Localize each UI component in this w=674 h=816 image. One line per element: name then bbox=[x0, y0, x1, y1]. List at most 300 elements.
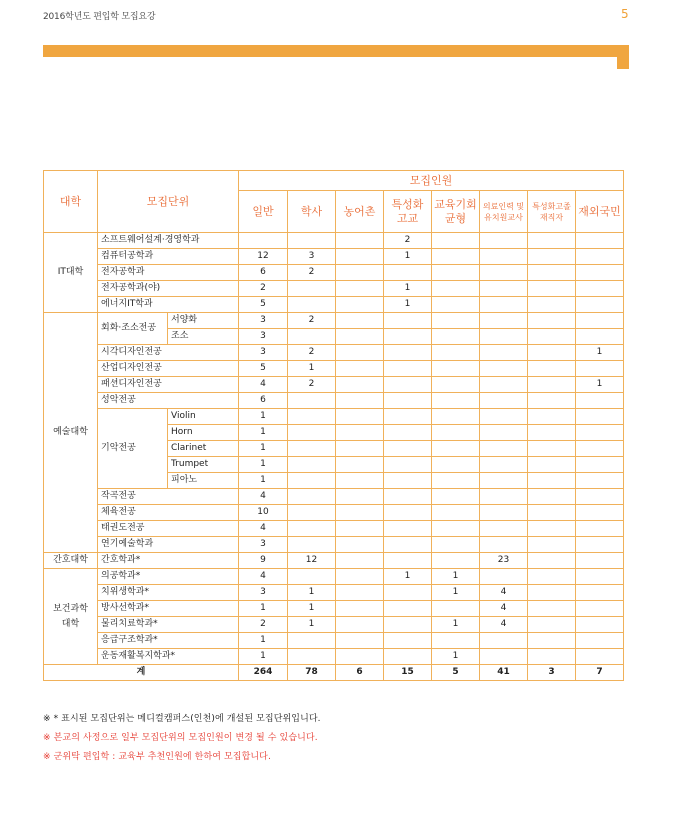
table-row bbox=[44, 377, 624, 393]
quota-cell bbox=[432, 361, 480, 377]
quota-cell bbox=[288, 329, 336, 345]
quota-cell bbox=[432, 345, 480, 361]
quota-cell bbox=[384, 265, 432, 281]
quota-cell: 1 bbox=[384, 281, 432, 297]
quota-cell bbox=[384, 617, 432, 633]
quota-cell bbox=[528, 633, 576, 649]
unit-cell: 방사선학과* bbox=[98, 601, 239, 617]
quota-cell: 1 bbox=[288, 361, 336, 377]
table-row bbox=[44, 617, 624, 633]
quota-cell bbox=[432, 441, 480, 457]
quota-cell: 1 bbox=[239, 457, 288, 473]
quota-cell bbox=[384, 409, 432, 425]
quota-cell: 3 bbox=[239, 345, 288, 361]
quota-cell bbox=[480, 297, 528, 313]
quota-cell bbox=[576, 649, 624, 665]
quota-cell bbox=[576, 409, 624, 425]
quota-cell bbox=[432, 537, 480, 553]
college-cell: 예술대학 bbox=[44, 313, 98, 553]
quota-cell bbox=[576, 249, 624, 265]
quota-cell bbox=[384, 329, 432, 345]
quota-cell bbox=[336, 329, 384, 345]
table-row bbox=[44, 361, 624, 377]
quota-cell bbox=[336, 649, 384, 665]
quota-cell bbox=[576, 361, 624, 377]
unit-cell: 패션디자인전공 bbox=[98, 377, 239, 393]
quota-cell: 4 bbox=[239, 569, 288, 585]
notes bbox=[43, 710, 321, 767]
quota-cell: 2 bbox=[239, 281, 288, 297]
unit-cell: 서양화 bbox=[168, 313, 239, 329]
quota-cell bbox=[336, 633, 384, 649]
quota-cell bbox=[336, 521, 384, 537]
quota-cell bbox=[576, 265, 624, 281]
page-number: 5 bbox=[621, 7, 629, 21]
header-col-1: 학사 bbox=[288, 191, 336, 233]
unit-cell: 체육전공 bbox=[98, 505, 239, 521]
quota-cell bbox=[480, 233, 528, 249]
quota-cell: 1 bbox=[432, 569, 480, 585]
quota-cell bbox=[432, 473, 480, 489]
total-cell: 3 bbox=[528, 665, 576, 681]
quota-cell bbox=[432, 313, 480, 329]
quota-cell bbox=[576, 281, 624, 297]
quota-cell bbox=[336, 585, 384, 601]
quota-cell bbox=[336, 393, 384, 409]
total-cell: 78 bbox=[288, 665, 336, 681]
quota-cell: 1 bbox=[239, 633, 288, 649]
quota-cell: 1 bbox=[576, 377, 624, 393]
table-row bbox=[44, 233, 624, 249]
unit-cell: 전자공학과(야) bbox=[98, 281, 239, 297]
quota-cell: 4 bbox=[480, 601, 528, 617]
college-cell: 간호대학 bbox=[44, 553, 98, 569]
quota-cell bbox=[576, 233, 624, 249]
unit-cell: 운동재활복지학과* bbox=[98, 649, 239, 665]
quota-cell bbox=[336, 265, 384, 281]
quota-cell bbox=[528, 249, 576, 265]
quota-cell bbox=[432, 425, 480, 441]
unit-cell: Clarinet bbox=[168, 441, 239, 457]
quota-cell bbox=[336, 505, 384, 521]
quota-cell bbox=[480, 265, 528, 281]
header-accent-tab bbox=[617, 57, 629, 69]
quota-cell: 5 bbox=[239, 361, 288, 377]
quota-cell: 4 bbox=[239, 377, 288, 393]
quota-cell bbox=[528, 489, 576, 505]
quota-cell bbox=[288, 489, 336, 505]
quota-cell bbox=[336, 297, 384, 313]
quota-cell bbox=[528, 281, 576, 297]
quota-cell bbox=[384, 633, 432, 649]
quota-cell bbox=[480, 633, 528, 649]
quota-cell: 1 bbox=[576, 345, 624, 361]
quota-cell: 2 bbox=[384, 233, 432, 249]
quota-cell bbox=[576, 313, 624, 329]
quota-cell bbox=[480, 281, 528, 297]
quota-cell bbox=[384, 345, 432, 361]
quota-cell: 2 bbox=[288, 377, 336, 393]
quota-cell bbox=[384, 537, 432, 553]
quota-cell bbox=[480, 473, 528, 489]
quota-cell bbox=[576, 457, 624, 473]
unit-cell: 에너지IT학과 bbox=[98, 297, 239, 313]
quota-cell bbox=[432, 393, 480, 409]
quota-cell bbox=[480, 345, 528, 361]
total-cell: 6 bbox=[336, 665, 384, 681]
unit-cell: 시각디자인전공 bbox=[98, 345, 239, 361]
quota-cell: 5 bbox=[239, 297, 288, 313]
table-row bbox=[44, 393, 624, 409]
quota-cell bbox=[336, 361, 384, 377]
quota-cell bbox=[336, 537, 384, 553]
quota-cell bbox=[432, 457, 480, 473]
table-row bbox=[44, 409, 624, 425]
header-col-7: 재외국민 bbox=[576, 191, 624, 233]
quota-cell: 1 bbox=[239, 441, 288, 457]
quota-cell bbox=[336, 313, 384, 329]
quota-cell bbox=[384, 521, 432, 537]
quota-cell bbox=[336, 553, 384, 569]
quota-cell: 3 bbox=[239, 329, 288, 345]
quota-cell: 1 bbox=[384, 297, 432, 313]
table-row bbox=[44, 265, 624, 281]
quota-cell bbox=[288, 409, 336, 425]
unit-cell: Trumpet bbox=[168, 457, 239, 473]
quota-cell bbox=[336, 569, 384, 585]
quota-cell bbox=[528, 441, 576, 457]
quota-cell: 1 bbox=[288, 617, 336, 633]
table-row bbox=[44, 553, 624, 569]
unit-cell: 컴퓨터공학과 bbox=[98, 249, 239, 265]
quota-cell bbox=[576, 617, 624, 633]
quota-cell bbox=[432, 489, 480, 505]
quota-cell bbox=[432, 281, 480, 297]
quota-cell bbox=[480, 425, 528, 441]
header-unit: 모집단위 bbox=[98, 171, 239, 233]
quota-cell bbox=[384, 393, 432, 409]
quota-cell bbox=[576, 297, 624, 313]
unit-cell: 응급구조학과* bbox=[98, 633, 239, 649]
table-row bbox=[44, 313, 624, 329]
total-cell: 7 bbox=[576, 665, 624, 681]
quota-cell bbox=[336, 617, 384, 633]
quota-cell bbox=[288, 633, 336, 649]
quota-cell bbox=[480, 361, 528, 377]
quota-cell: 1 bbox=[384, 569, 432, 585]
quota-cell: 6 bbox=[239, 265, 288, 281]
quota-cell: 1 bbox=[239, 601, 288, 617]
quota-cell bbox=[288, 425, 336, 441]
quota-cell bbox=[528, 473, 576, 489]
quota-cell bbox=[528, 377, 576, 393]
header-quota: 모집인원 bbox=[239, 171, 624, 191]
table-row bbox=[44, 649, 624, 665]
quota-cell: 2 bbox=[288, 345, 336, 361]
total-label: 계 bbox=[44, 665, 239, 681]
quota-cell bbox=[336, 233, 384, 249]
quota-cell: 2 bbox=[239, 617, 288, 633]
unit-group-cell: 회화·조소전공 bbox=[98, 313, 168, 345]
quota-cell: 1 bbox=[432, 585, 480, 601]
total-cell: 264 bbox=[239, 665, 288, 681]
quota-cell bbox=[384, 505, 432, 521]
unit-cell: 치위생학과* bbox=[98, 585, 239, 601]
quota-cell bbox=[336, 441, 384, 457]
quota-cell bbox=[432, 297, 480, 313]
quota-cell bbox=[288, 649, 336, 665]
quota-cell bbox=[528, 313, 576, 329]
quota-cell bbox=[576, 633, 624, 649]
quota-cell bbox=[576, 585, 624, 601]
quota-cell: 6 bbox=[239, 393, 288, 409]
header-college: 대학 bbox=[44, 171, 98, 233]
unit-cell: 조소 bbox=[168, 329, 239, 345]
quota-cell: 3 bbox=[288, 249, 336, 265]
quota-cell bbox=[384, 377, 432, 393]
quota-cell bbox=[576, 505, 624, 521]
quota-cell: 1 bbox=[288, 601, 336, 617]
quota-cell bbox=[432, 601, 480, 617]
quota-cell bbox=[576, 425, 624, 441]
unit-cell: 산업디자인전공 bbox=[98, 361, 239, 377]
table-row bbox=[44, 249, 624, 265]
quota-cell bbox=[528, 457, 576, 473]
quota-cell: 12 bbox=[239, 249, 288, 265]
table-row bbox=[44, 521, 624, 537]
quota-cell bbox=[528, 521, 576, 537]
quota-cell bbox=[384, 489, 432, 505]
quota-cell bbox=[576, 489, 624, 505]
quota-cell bbox=[528, 297, 576, 313]
quota-cell bbox=[239, 233, 288, 249]
header-col-0: 일반 bbox=[239, 191, 288, 233]
quota-cell bbox=[288, 441, 336, 457]
quota-cell bbox=[576, 473, 624, 489]
header-col-5: 의료인력 및 유치원교사 bbox=[480, 191, 528, 233]
quota-cell bbox=[528, 537, 576, 553]
unit-group-cell: 기악전공 bbox=[98, 409, 168, 489]
quota-cell bbox=[336, 409, 384, 425]
quota-cell bbox=[432, 329, 480, 345]
quota-cell bbox=[288, 457, 336, 473]
note-military: ※ 군위탁 편입학 : 교육부 추천인원에 한하여 모집합니다. bbox=[43, 752, 271, 762]
quota-cell bbox=[288, 473, 336, 489]
quota-cell bbox=[288, 505, 336, 521]
quota-cell: 4 bbox=[480, 617, 528, 633]
quota-cell: 1 bbox=[239, 649, 288, 665]
quota-cell bbox=[576, 521, 624, 537]
quota-cell bbox=[288, 297, 336, 313]
quota-cell bbox=[384, 649, 432, 665]
header-col-4: 교육기회 균형 bbox=[432, 191, 480, 233]
quota-cell bbox=[336, 601, 384, 617]
quota-cell bbox=[528, 553, 576, 569]
quota-cell: 4 bbox=[239, 521, 288, 537]
table-row bbox=[44, 281, 624, 297]
unit-cell: 피아노 bbox=[168, 473, 239, 489]
quota-cell bbox=[480, 649, 528, 665]
note-medical-campus: ※ * 표시된 모집단위는 메디컬캠퍼스(인천)에 개설된 모집단위입니다. bbox=[43, 714, 321, 724]
quota-cell bbox=[384, 425, 432, 441]
quota-cell bbox=[576, 569, 624, 585]
quota-cell bbox=[480, 393, 528, 409]
quota-cell: 12 bbox=[288, 553, 336, 569]
table-row bbox=[44, 585, 624, 601]
table-row bbox=[44, 537, 624, 553]
quota-cell bbox=[576, 553, 624, 569]
total-row bbox=[44, 665, 624, 681]
unit-cell: Violin bbox=[168, 409, 239, 425]
quota-cell bbox=[432, 249, 480, 265]
quota-cell bbox=[528, 505, 576, 521]
quota-cell bbox=[480, 457, 528, 473]
quota-cell: 1 bbox=[239, 409, 288, 425]
quota-cell bbox=[480, 489, 528, 505]
quota-cell bbox=[432, 633, 480, 649]
table-row bbox=[44, 569, 624, 585]
table-row bbox=[44, 601, 624, 617]
quota-cell bbox=[528, 361, 576, 377]
total-cell: 15 bbox=[384, 665, 432, 681]
unit-cell: 간호학과* bbox=[98, 553, 239, 569]
quota-cell bbox=[480, 329, 528, 345]
quota-cell bbox=[384, 585, 432, 601]
quota-cell bbox=[336, 345, 384, 361]
quota-cell bbox=[576, 537, 624, 553]
quota-cell bbox=[288, 281, 336, 297]
quota-cell: 10 bbox=[239, 505, 288, 521]
quota-cell bbox=[336, 489, 384, 505]
table-row bbox=[44, 633, 624, 649]
quota-cell: 1 bbox=[432, 617, 480, 633]
quota-cell bbox=[384, 361, 432, 377]
quota-cell bbox=[528, 569, 576, 585]
quota-cell bbox=[432, 409, 480, 425]
quota-cell bbox=[288, 537, 336, 553]
header-col-2: 농어촌 bbox=[336, 191, 384, 233]
quota-cell bbox=[480, 409, 528, 425]
unit-cell: Horn bbox=[168, 425, 239, 441]
unit-cell: 태권도전공 bbox=[98, 521, 239, 537]
unit-cell: 의공학과* bbox=[98, 569, 239, 585]
quota-cell: 1 bbox=[239, 425, 288, 441]
quota-cell: 2 bbox=[288, 313, 336, 329]
quota-cell bbox=[384, 457, 432, 473]
quota-cell bbox=[384, 473, 432, 489]
quota-cell bbox=[528, 329, 576, 345]
quota-cell bbox=[480, 569, 528, 585]
quota-cell bbox=[384, 313, 432, 329]
quota-cell bbox=[480, 521, 528, 537]
quota-cell bbox=[528, 601, 576, 617]
quota-cell bbox=[384, 441, 432, 457]
quota-cell bbox=[432, 233, 480, 249]
quota-cell bbox=[432, 265, 480, 281]
quota-cell bbox=[480, 313, 528, 329]
quota-cell bbox=[432, 505, 480, 521]
quota-cell bbox=[480, 505, 528, 521]
quota-cell bbox=[288, 233, 336, 249]
unit-cell: 성악전공 bbox=[98, 393, 239, 409]
table-row bbox=[44, 345, 624, 361]
college-cell: 보건과학 대학 bbox=[44, 569, 98, 665]
unit-cell: 소프트웨어설계·경영학과 bbox=[98, 233, 239, 249]
quota-cell bbox=[528, 617, 576, 633]
quota-cell bbox=[480, 377, 528, 393]
unit-cell: 물리치료학과* bbox=[98, 617, 239, 633]
quota-cell bbox=[528, 345, 576, 361]
unit-cell: 전자공학과 bbox=[98, 265, 239, 281]
total-cell: 41 bbox=[480, 665, 528, 681]
quota-cell: 3 bbox=[239, 537, 288, 553]
quota-cell bbox=[576, 329, 624, 345]
quota-cell: 4 bbox=[480, 585, 528, 601]
quota-cell bbox=[528, 393, 576, 409]
quota-cell: 1 bbox=[432, 649, 480, 665]
quota-cell bbox=[288, 521, 336, 537]
quota-cell bbox=[336, 249, 384, 265]
quota-cell: 4 bbox=[239, 489, 288, 505]
quota-cell: 3 bbox=[239, 585, 288, 601]
quota-cell bbox=[528, 265, 576, 281]
quota-cell bbox=[528, 585, 576, 601]
quota-cell bbox=[432, 377, 480, 393]
quota-cell bbox=[432, 521, 480, 537]
quota-cell: 1 bbox=[239, 473, 288, 489]
table-row bbox=[44, 297, 624, 313]
quota-cell: 3 bbox=[239, 313, 288, 329]
quota-cell bbox=[288, 569, 336, 585]
quota-cell bbox=[384, 553, 432, 569]
quota-cell bbox=[480, 249, 528, 265]
college-cell: IT대학 bbox=[44, 233, 98, 313]
header-col-3: 특성화 고교 bbox=[384, 191, 432, 233]
note-quota-change: ※ 본교의 사정으로 일부 모집단위의 모집인원이 변경 될 수 있습니다. bbox=[43, 733, 318, 743]
quota-cell bbox=[528, 649, 576, 665]
quota-cell bbox=[576, 601, 624, 617]
unit-cell: 연기예술학과 bbox=[98, 537, 239, 553]
quota-cell bbox=[480, 441, 528, 457]
table-row bbox=[44, 505, 624, 521]
header-accent-bar bbox=[43, 45, 629, 57]
quota-cell bbox=[528, 409, 576, 425]
quota-cell bbox=[336, 425, 384, 441]
quota-cell bbox=[576, 441, 624, 457]
quota-cell bbox=[336, 473, 384, 489]
total-cell: 5 bbox=[432, 665, 480, 681]
quota-cell bbox=[528, 233, 576, 249]
quota-cell bbox=[336, 281, 384, 297]
quota-cell bbox=[336, 457, 384, 473]
quota-cell bbox=[576, 393, 624, 409]
quota-cell bbox=[432, 553, 480, 569]
header-col-6: 특성화고졸 재직자 bbox=[528, 191, 576, 233]
quota-cell bbox=[336, 377, 384, 393]
unit-cell: 작곡전공 bbox=[98, 489, 239, 505]
quota-cell bbox=[288, 393, 336, 409]
table-row bbox=[44, 489, 624, 505]
quota-cell: 1 bbox=[288, 585, 336, 601]
document-title: 2016학년도 편입학 모집요강 bbox=[43, 12, 156, 22]
quota-cell bbox=[384, 601, 432, 617]
quota-cell bbox=[528, 425, 576, 441]
quota-cell: 2 bbox=[288, 265, 336, 281]
quota-cell: 1 bbox=[384, 249, 432, 265]
recruitment-table bbox=[43, 170, 624, 681]
quota-cell bbox=[480, 537, 528, 553]
quota-cell: 23 bbox=[480, 553, 528, 569]
